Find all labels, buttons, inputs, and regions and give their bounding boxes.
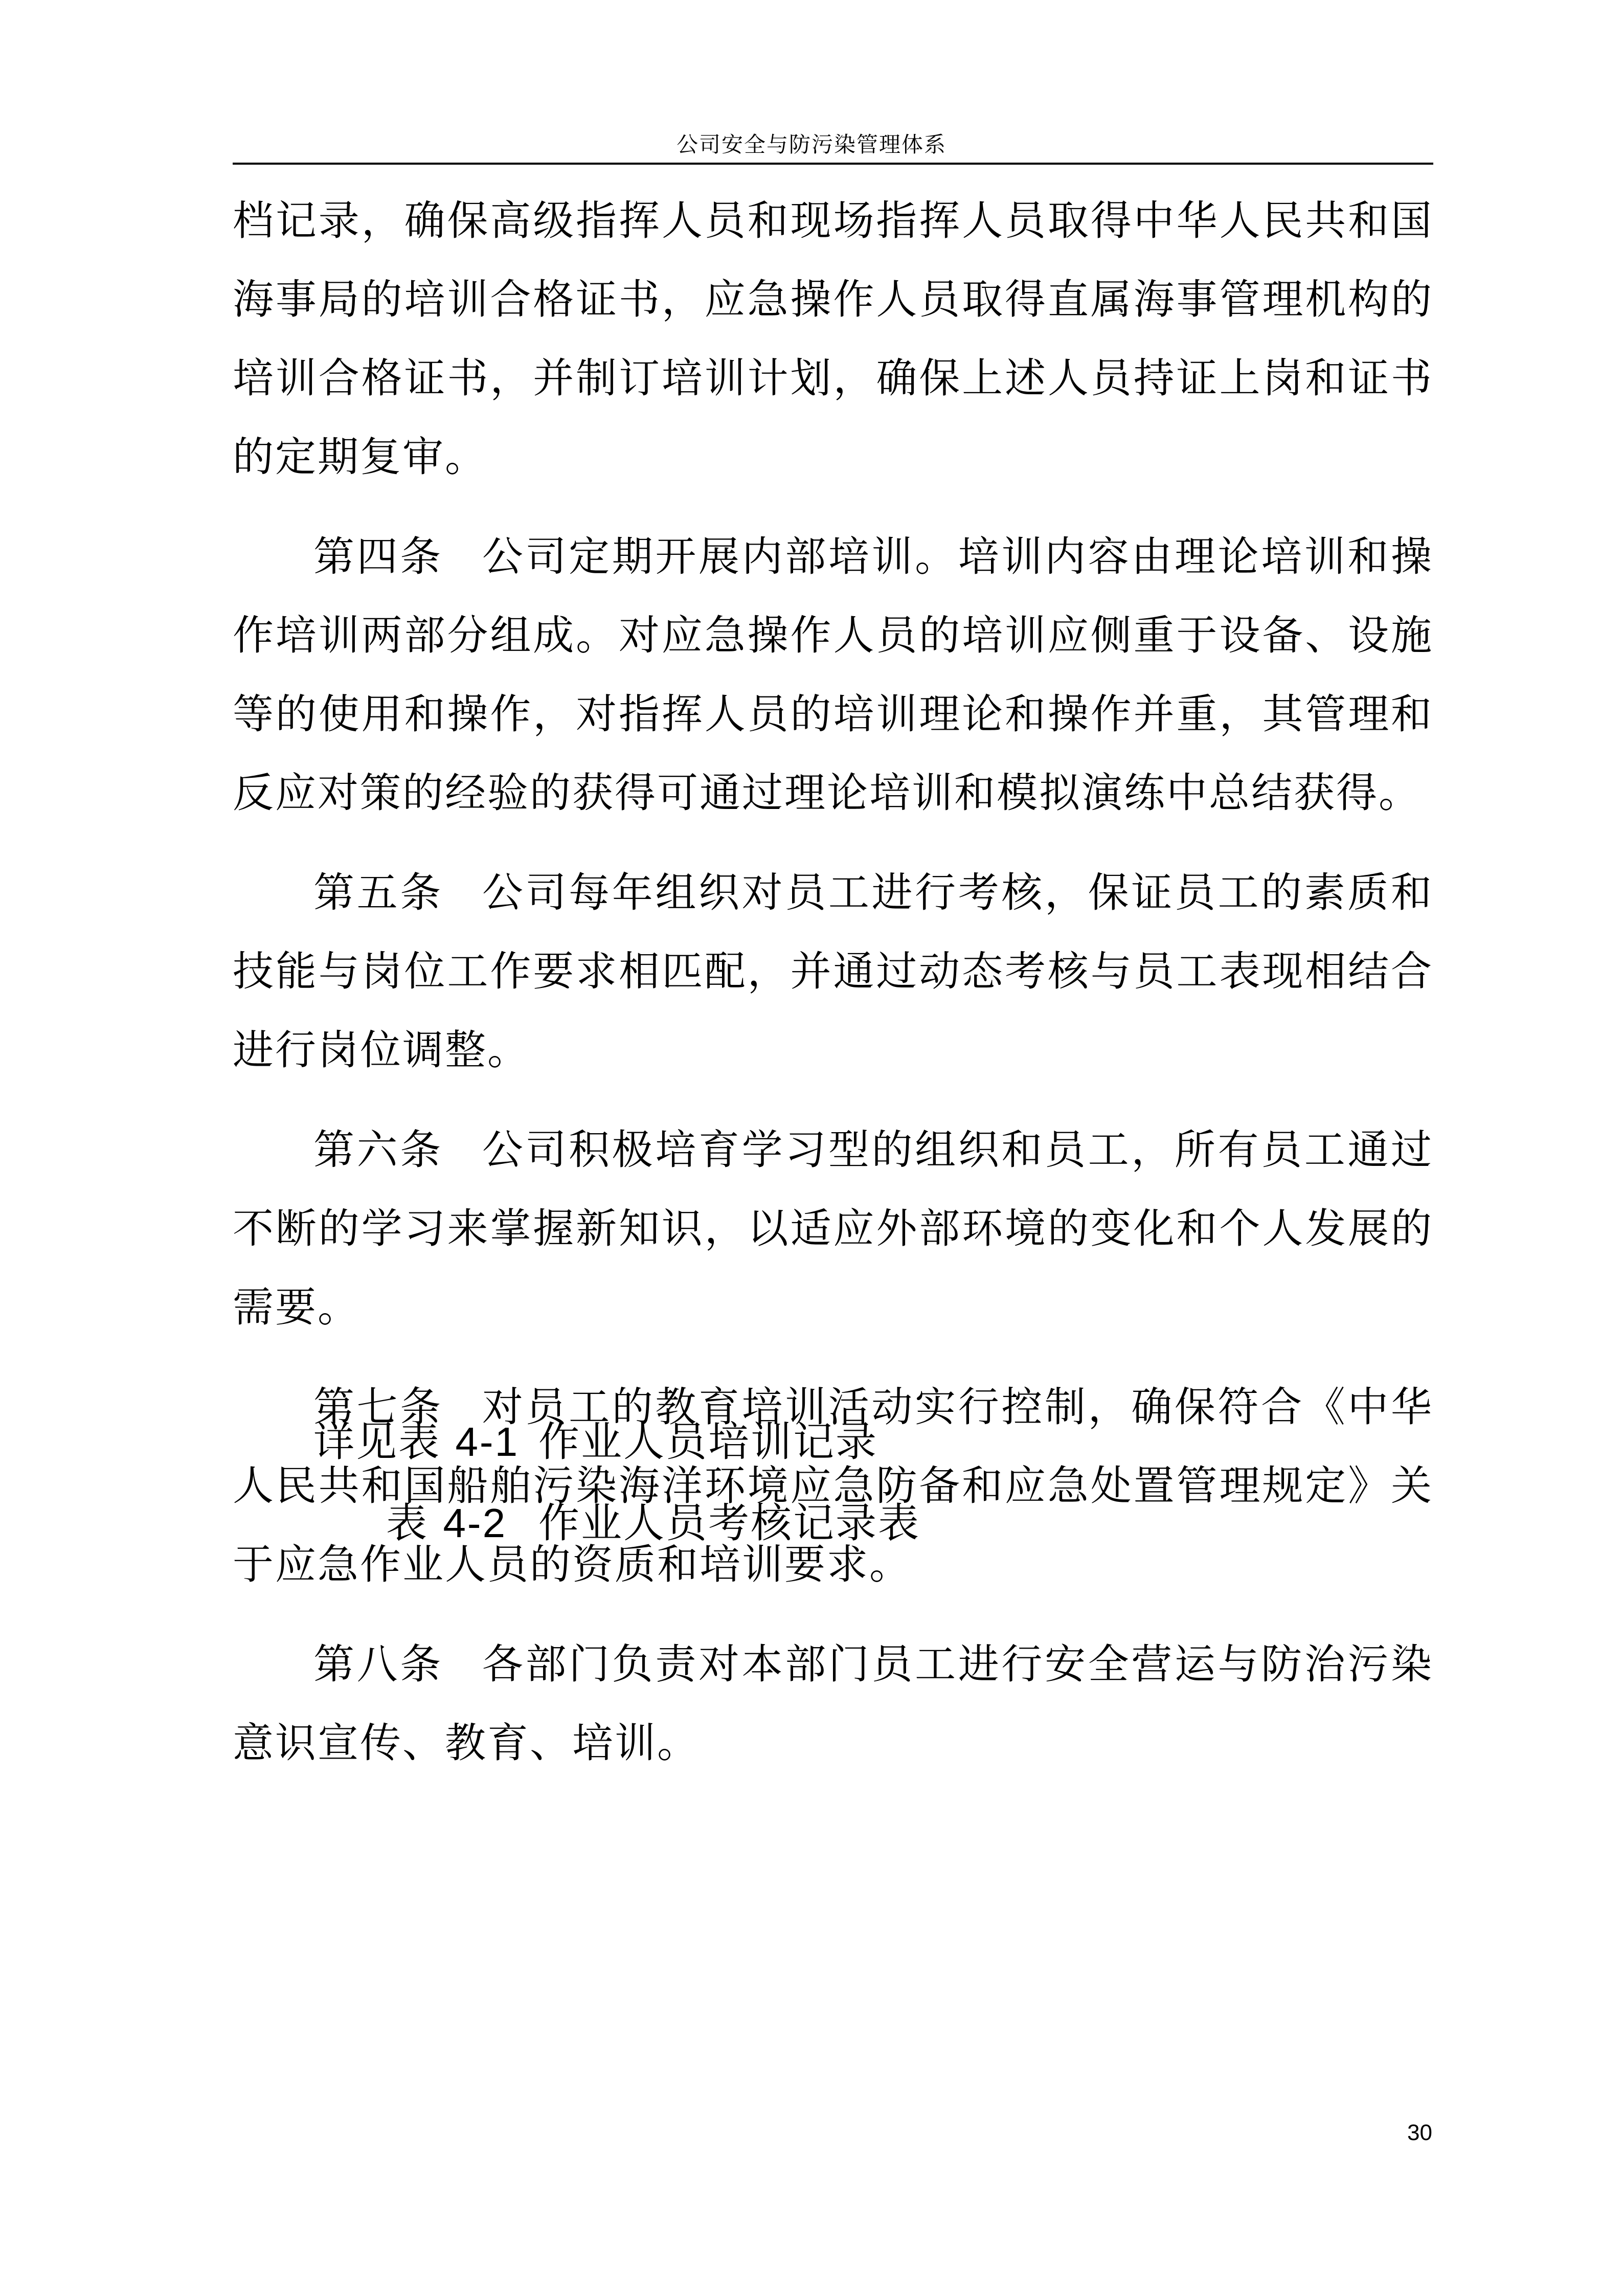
article-text: 公司每年组织对员工进行考核，保证员工的素质和技能与岗位工作要求相匹配，并通过动态考核与员工表现相结合进行岗位调整。	[233, 869, 1433, 1074]
reference-prefix: 表	[386, 1499, 429, 1547]
article-number: 第五条	[313, 869, 443, 916]
article-number: 第四条	[313, 533, 443, 580]
article-paragraph	[233, 1368, 1433, 1604]
article-text: 各部门负责对本部门员工进行安全营运与防治污染意识宣传、教育、培训。	[233, 1640, 1433, 1767]
reference-number: 4-1	[455, 1419, 520, 1465]
page-number: 30	[1407, 2120, 1432, 2145]
article-text: 公司积极培育学习型的组织和员工，所有员工通过不断的学习来掌握新知识，以适应外部环境的变化和个人发展的需要。	[233, 1126, 1433, 1331]
article-text: 公司定期开展内部培训。培训内容由理论培训和操作培训两部分组成。对应急操作人员的培训应侧重于设备、设施等的使用和操作，对指挥人员的培训理论和操作并重，其管理和反应对策的经验的获得可通过理论培训和模拟演练中总结获得。	[233, 533, 1433, 817]
table-reference	[313, 1416, 1132, 1468]
continuation-paragraph: 档记录，确保高级指挥人员和现场指挥人员取得中华人民共和国海事局的培训合格证书，应急操作人员取得直属海事管理机构的培训合格证书，并制订培训计划，确保上述人员持证上岗和证书的定期复审。	[233, 197, 1433, 481]
article-number: 第六条	[313, 1126, 443, 1174]
article-text: 对员工的教育培训活动实行控制，确保符合《中华人民共和国船舶污染海洋环境应急防备和应急处置管理规定》关于应急作业人员的资质和培训要求。	[233, 1383, 1433, 1588]
table-reference	[386, 1498, 1204, 1549]
article-paragraph	[233, 517, 1433, 832]
article-number: 第七条	[313, 1383, 443, 1431]
header-divider	[233, 163, 1433, 165]
reference-title: 作业人员培训记录	[538, 1418, 878, 1466]
article-paragraph	[233, 1625, 1433, 1783]
reference-prefix: 详见表	[313, 1418, 441, 1466]
page-header-title: 公司安全与防污染管理体系	[676, 132, 946, 157]
article-paragraph	[233, 853, 1433, 1090]
body-text	[233, 182, 1433, 1804]
reference-title: 作业人员考核记录表	[538, 1499, 920, 1547]
article-paragraph	[233, 1111, 1433, 1347]
article-number: 第八条	[313, 1640, 443, 1688]
reference-number: 4-2	[443, 1500, 507, 1546]
